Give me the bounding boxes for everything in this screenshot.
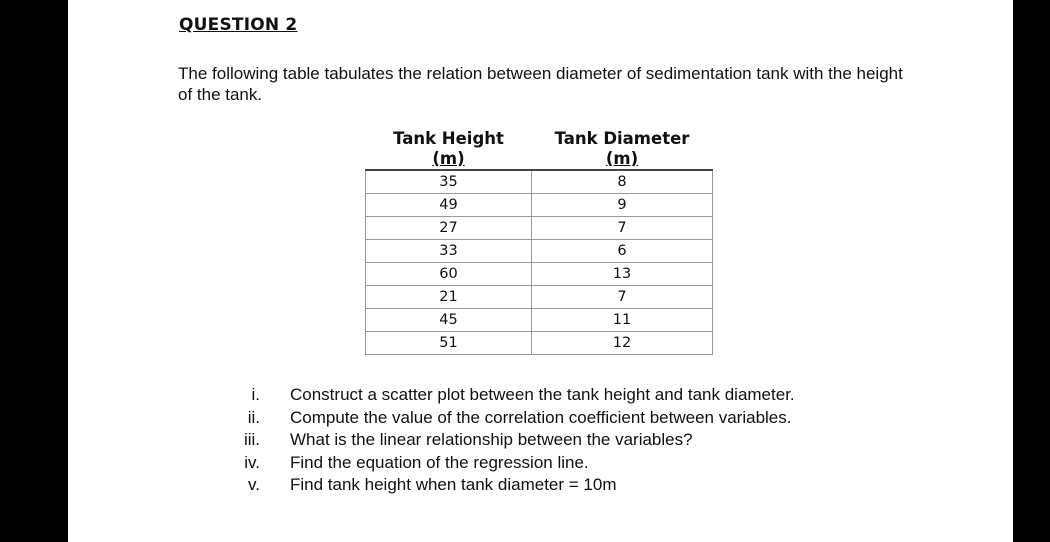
question-text: Construct a scatter plot between the tank height and tank diameter. — [290, 385, 795, 404]
column-header-label: Tank Height — [393, 129, 504, 148]
question-text: Compute the value of the correlation coefficient between variables. — [290, 407, 792, 427]
cell-height: 21 — [366, 286, 532, 309]
question-item — [238, 429, 795, 452]
column-header-unit: (m) — [432, 149, 465, 168]
column-header-diameter — [532, 128, 713, 170]
cell-diameter: 6 — [532, 240, 713, 263]
question-item — [238, 384, 795, 407]
table-row — [366, 263, 713, 286]
question-number: v. — [248, 475, 260, 494]
cell-height: 60 — [366, 263, 532, 286]
cell-diameter: 7 — [532, 286, 713, 309]
question-title: QUESTION 2 — [179, 15, 298, 35]
cell-diameter: 8 — [532, 170, 713, 194]
cell-height: 33 — [366, 240, 532, 263]
column-header-height — [366, 128, 532, 170]
question-text: Find tank height when tank diameter = 10m — [290, 475, 617, 494]
data-table — [365, 128, 713, 355]
question-number: i. — [251, 385, 260, 404]
table-row — [366, 240, 713, 263]
cell-height: 27 — [366, 217, 532, 240]
intro-paragraph: The following table tabulates the relation between diameter of sedimentation tank with the height of the tank. — [178, 64, 903, 104]
column-header-unit: (m) — [605, 149, 639, 168]
cell-diameter: 11 — [532, 309, 713, 332]
table-row — [366, 194, 713, 217]
question-number: iv. — [244, 452, 260, 472]
column-header-label: Tank Diameter — [554, 129, 690, 148]
cell-height: 35 — [366, 170, 532, 194]
question-text: Find the equation of the regression line. — [290, 452, 589, 472]
question-item — [238, 407, 795, 430]
question-list — [238, 384, 795, 497]
cell-height: 51 — [366, 332, 532, 355]
table-row — [366, 170, 713, 194]
cell-diameter: 12 — [532, 332, 713, 355]
table-row — [366, 217, 713, 240]
question-text: What is the linear relationship between the variables? — [290, 430, 693, 449]
document-page — [68, 0, 1013, 542]
question-item — [238, 452, 795, 475]
question-number: ii. — [247, 407, 260, 427]
cell-diameter: 7 — [532, 217, 713, 240]
cell-height: 49 — [366, 194, 532, 217]
table-row — [366, 332, 713, 355]
cell-diameter: 9 — [532, 194, 713, 217]
table-row — [366, 309, 713, 332]
table-row — [366, 286, 713, 309]
question-number: iii. — [243, 430, 260, 449]
table-header-row — [366, 128, 713, 170]
cell-diameter: 13 — [532, 263, 713, 286]
question-item — [238, 474, 795, 497]
cell-height: 45 — [366, 309, 532, 332]
